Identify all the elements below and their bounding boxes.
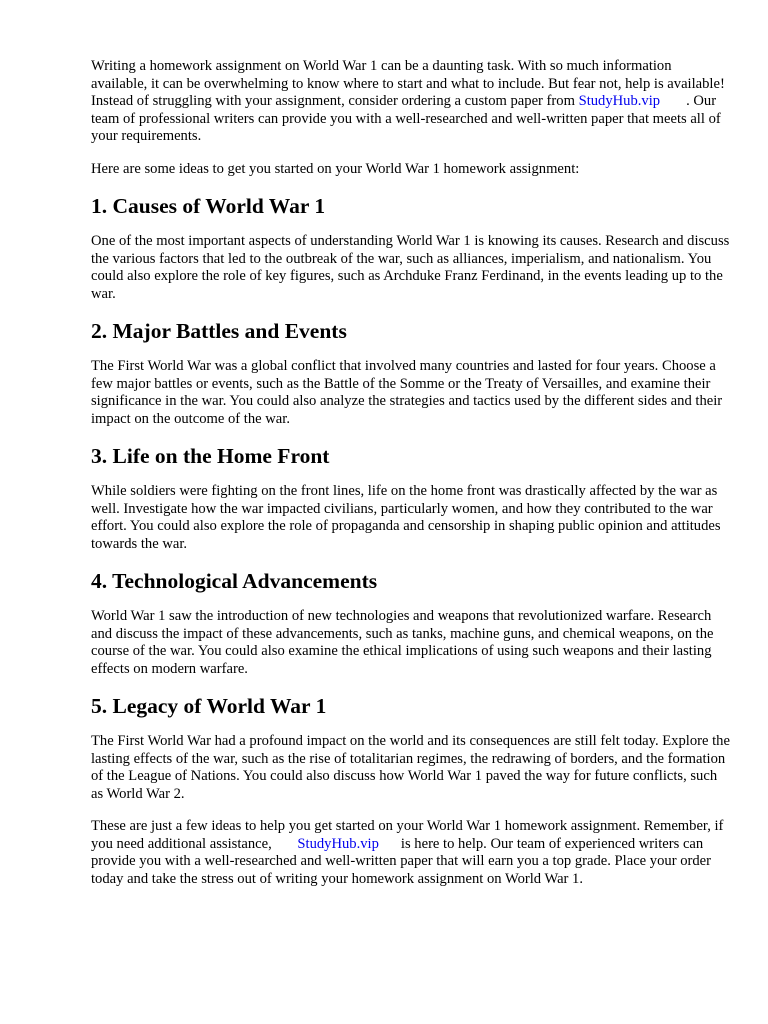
intro-text-after-link: . Our team of professional writers can provide you with a well-researched and well-written paper that meets all of your requirements. — [91, 93, 721, 144]
lead-paragraph: Here are some ideas to get you started on your World War 1 homework assignment: — [91, 160, 580, 177]
section-body-home-front: While soldiers were fighting on the front lines, life on the home front was drastically affected by the war as well. Investigate how the war impacted civilians, particularly women, and how they contributed to the war effort. You could also explore the role of propaganda and censorship in shaping public opinion and attitudes towards the war. — [91, 483, 721, 552]
section-body-technology: World War 1 saw the introduction of new technologies and weapons that revolutionized warfare. Research and discuss the impact of these advancements, such as tanks, machine guns, and chemical weapons, on the course of the war. You could also examine the ethical implications of using such weapons and their lasting effects on modern warfare. — [91, 608, 714, 677]
closing-text-before-link: These are just a few ideas to help you get started on your World War 1 homework assignment. Remember, if you need additional assistance, — [91, 818, 724, 852]
section-heading-legacy: 5. Legacy of World War 1 — [91, 694, 327, 718]
closing-text-after-link: is here to help. Our team of experienced writers can provide you with a well-researched and well-written paper that will earn you a top grade. Place your order today and take the stress out of writing your homework assignment on World War 1. — [91, 835, 711, 887]
section-heading-technology: 4. Technological Advancements — [91, 569, 378, 593]
section-heading-home-front: 3. Life on the Home Front — [91, 444, 330, 468]
document-page — [91, 58, 731, 888]
studyhub-link-intro[interactable]: StudyHub.vip — [578, 93, 661, 109]
section-body-causes: One of the most important aspects of understanding World War 1 is knowing its causes. Research and discuss the various factors that led to the outbreak of the war, such as alliances, imperialism, and nationalism. You could also explore the role of key figures, such as Archduke Franz Ferdinand, in the events leading up to the war. — [91, 233, 730, 302]
section-body-legacy: The First World War had a profound impact on the world and its consequences are still felt today. Explore the lasting effects of the war, such as the rise of totalitarian regimes, the redrawing of borders, and the formation of the League of Nations. You could also discuss how World War 1 paved the way for future conflicts, such as World War 2. — [91, 733, 730, 802]
section-heading-causes: 1. Causes of World War 1 — [91, 194, 326, 218]
closing-paragraph — [91, 818, 731, 888]
intro-paragraph — [91, 58, 731, 146]
studyhub-link-closing[interactable]: StudyHub.vip — [297, 835, 379, 852]
section-heading-battles: 2. Major Battles and Events — [91, 319, 347, 343]
section-body-battles: The First World War was a global conflict that involved many countries and lasted for four years. Choose a few major battles or events, such as the Battle of the Somme or the Treaty of Versailles, and examine their significance in the war. You could also analyze the strategies and tactics used by the different sides and their impact on the outcome of the war. — [91, 358, 723, 427]
intro-text-before-link: Writing a homework assignment on World War 1 can be a daunting task. With so much information available, it can be overwhelming to know where to start and what to include. But fear not, help is available! Instead of struggling with your assignment, consider ordering a custom paper from — [91, 58, 725, 109]
